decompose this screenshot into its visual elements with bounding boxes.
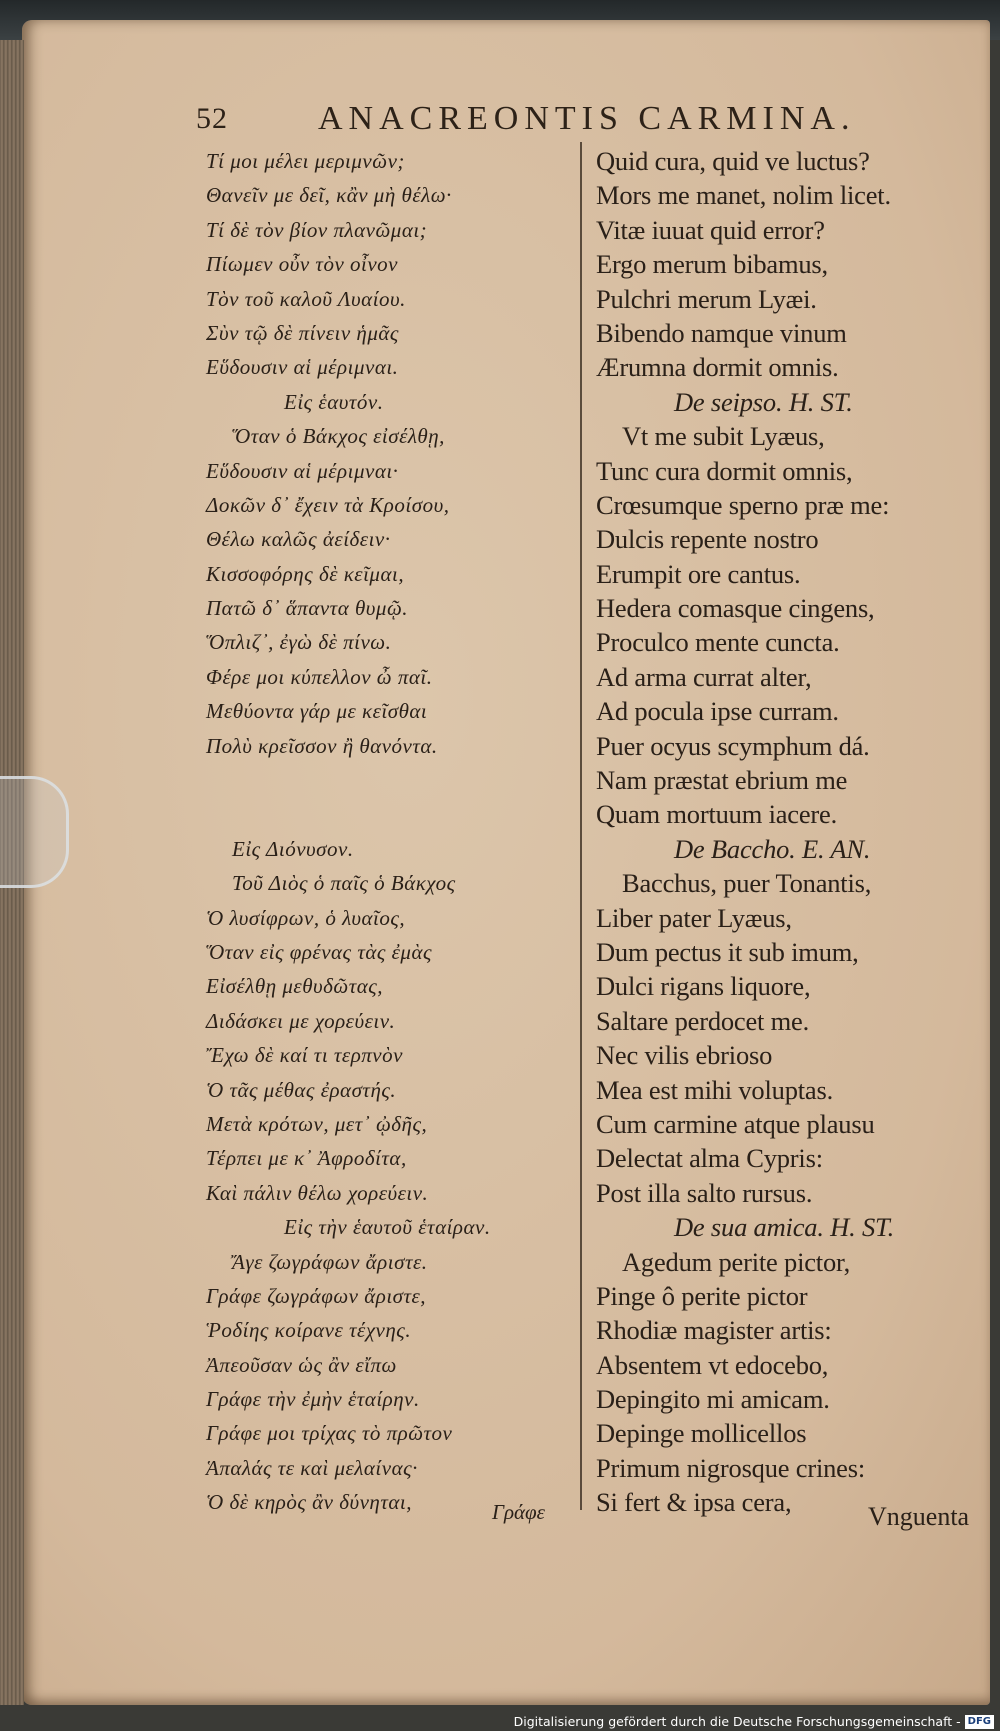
latin-verse-line: De Baccho. E. AN. [674, 833, 871, 864]
latin-verse-line: Pulchri merum Lyæi. [596, 283, 817, 314]
greek-verse-line: Φέρε μοι κύπελλον ὦ παῖ. [206, 664, 433, 689]
greek-verse-line: Ἀπεοῦσαν ὡς ἂν εἴπω [206, 1352, 397, 1377]
credit-text: Digitalisierung gefördert durch die Deutsche Forschungsgemeinschaft - [513, 1714, 961, 1729]
column-divider [580, 142, 582, 1510]
dfg-logo: DFG [965, 1715, 994, 1729]
greek-verse-line: Θανεῖν με δεῖ, κἂν μὴ θέλω· [206, 183, 452, 208]
greek-verse-line [206, 797, 576, 831]
latin-verse-line: Saltare perdocet me. [596, 1005, 810, 1036]
running-title: ANACREONTIS CARMINA. [318, 100, 856, 137]
greek-verse-line: Γράφε τὴν ἐμὴν ἑταίρην. [206, 1387, 420, 1412]
latin-verse-line: Depinge mollicellos [596, 1418, 807, 1449]
latin-verse-line: De seipso. H. ST. [674, 386, 853, 417]
greek-verse-line [206, 763, 576, 797]
latin-verse-line: Proculco mente cuncta. [596, 627, 840, 658]
page-number: 52 [196, 102, 228, 135]
latin-verse-line: Vitæ iuuat quid error? [596, 214, 825, 245]
latin-verse-line: Delectat alma Cypris: [596, 1143, 823, 1174]
greek-verse-line: Τοῦ Διὸς ὁ παῖς ὁ Βάκχος [232, 871, 456, 896]
latin-column [596, 144, 996, 1520]
latin-verse-line: Dum pectus it sub imum, [596, 936, 859, 967]
greek-verse-line: Θέλω καλῶς ἀείδειν· [206, 527, 391, 552]
greek-verse-line: Εὕδουσιν αἱ μέριμναι· [206, 458, 399, 483]
latin-verse-line: Absentem vt edocebo, [596, 1349, 829, 1380]
greek-verse-line: Ὁ τᾶς μέθας ἐραστής. [206, 1077, 397, 1102]
greek-verse-line: Εἰς ἑαυτόν. [284, 389, 384, 414]
latin-verse-line: Rhodiæ magister artis: [596, 1315, 832, 1346]
latin-verse-line: Liber pater Lyæus, [596, 902, 792, 933]
greek-verse-line: Ὅταν ὁ Βάκχος εἰσέλθῃ, [232, 424, 445, 449]
latin-verse-line: Pinge ô perite pictor [596, 1280, 808, 1311]
latin-verse-line: Ergo merum bibamus, [596, 249, 828, 280]
latin-verse-line: Tunc cura dormit omnis, [596, 455, 853, 486]
greek-verse-line: Πολὺ κρεῖσσον ἢ θανόντα. [206, 733, 438, 758]
greek-verse-line: Ἁπαλάς τε καὶ μελαίνας· [206, 1455, 418, 1480]
greek-verse-line: Ἄγε ζωγράφων ἄριστε. [232, 1249, 428, 1274]
greek-verse-line: Πατῶ δ᾽ ἅπαντα θυμῷ. [206, 596, 409, 621]
greek-verse-line: Γράφε ζωγράφων ἄριστε, [206, 1283, 427, 1308]
catchword-latin: Vnguenta [868, 1502, 970, 1531]
latin-verse-line: Primum nigrosque crines: [596, 1452, 865, 1483]
greek-verse-line: Ὅπλιζ᾽, ἐγὼ δὲ πίνω. [206, 630, 392, 655]
latin-verse-line: Crœsumque sperno præ me: [596, 489, 890, 520]
digitization-credit [514, 1712, 994, 1731]
latin-verse-line: Mors me manet, nolim licet. [596, 180, 891, 211]
latin-verse-line: Vt me subit Lyæus, [622, 421, 825, 452]
greek-verse-line: Τί δὲ τὸν βίον πλανῶμαι; [206, 217, 428, 242]
greek-verse-line: Εἰσέλθῃ μεθυδῶτας, [206, 974, 384, 999]
catchword-greek: Γράφε [492, 1500, 545, 1524]
greek-verse-line: Ἔχω δὲ καί τι τερπνὸν [206, 1043, 403, 1068]
greek-verse-line: Καὶ πάλιν θέλω χορεύειν. [206, 1180, 429, 1205]
latin-verse-line: Dulci rigans liquore, [596, 971, 811, 1002]
greek-verse-line: Τί μοι μέλει μεριμνῶν; [206, 149, 405, 173]
latin-verse-line: Si fert & ipsa cera, [596, 1487, 792, 1518]
greek-verse-line: Ὁ λυσίφρων, ὁ λυαῖος, [206, 905, 406, 930]
greek-verse-line: Ῥοδίης κοίρανε τέχνης. [206, 1318, 412, 1343]
greek-verse-line: Εἰς Διόνυσον. [232, 836, 354, 861]
latin-verse-line: Agedum perite pictor, [622, 1246, 851, 1277]
greek-verse-line: Εἰς τὴν ἑαυτοῦ ἑταίραν. [284, 1215, 491, 1240]
greek-verse-line: Σὺν τῷ δὲ πίνειν ἡμᾶς [206, 320, 399, 345]
greek-verse-line: Τὸν τοῦ καλοῦ Λυαίου. [206, 286, 406, 311]
latin-verse-line: Nec vilis ebrioso [596, 1040, 773, 1071]
latin-verse-line: Depingito mi amicam. [596, 1384, 830, 1415]
greek-verse-line: Πίωμεν οὖν τὸν οἶνον [206, 252, 398, 277]
running-head [0, 100, 1000, 144]
latin-verse-line: Bacchus, puer Tonantis, [622, 868, 872, 899]
greek-verse-line: Γράφε μοι τρίχας τὸ πρῶτον [206, 1421, 453, 1446]
latin-verse-line: Erumpit ore cantus. [596, 558, 801, 589]
greek-verse-line: Ὅταν εἰς φρένας τὰς ἐμὰς [206, 939, 432, 964]
latin-verse-line: Hedera comasque cingens, [596, 593, 875, 624]
latin-verse-line: De sua amica. H. ST. [674, 1212, 895, 1243]
greek-verse-line: Εὕδουσιν αἱ μέριμναι. [206, 355, 399, 380]
greek-verse-line: Δοκῶν δ᾽ ἔχειν τὰ Κροίσου, [206, 492, 450, 517]
latin-verse-line: Ærumna dormit omnis. [596, 352, 839, 383]
latin-verse-line: Ad arma currat alter, [596, 661, 812, 692]
latin-verse-line: Puer ocyus scymphum dá. [596, 730, 870, 761]
latin-verse-line: Quam mortuum iacere. [596, 799, 838, 830]
latin-verse-line: Dulcis repente nostro [596, 524, 819, 555]
latin-verse-line: Quid cura, quid ve luctus? [596, 146, 870, 176]
greek-verse-line: Κισσοφόρης δὲ κεῖμαι, [206, 561, 405, 586]
greek-verse-line: Μετὰ κρότων, μετ᾽ ᾠδῆς, [206, 1111, 428, 1136]
latin-verse-line: Cum carmine atque plausu [596, 1108, 875, 1139]
latin-verse-line: Ad pocula ipse curram. [596, 696, 839, 727]
latin-verse-line: Nam præstat ebrium me [596, 765, 848, 796]
page-clip [0, 776, 69, 888]
greek-verse-line: Διδάσκει με χορεύειν. [206, 1008, 396, 1033]
latin-verse-line: Post illa salto rursus. [596, 1177, 813, 1208]
latin-verse-line: Mea est mihi voluptas. [596, 1074, 834, 1105]
latin-verse-line: Bibendo namque vinum [596, 317, 847, 348]
greek-verse-line: Τέρπει με κ᾽ Ἀφροδίτα, [206, 1146, 407, 1171]
greek-verse-line: Ὁ δὲ κηρὸς ἂν δύνηται, [206, 1490, 412, 1515]
greek-column [206, 144, 576, 1520]
greek-verse-line: Μεθύοντα γάρ με κεῖσθαι [206, 699, 428, 724]
